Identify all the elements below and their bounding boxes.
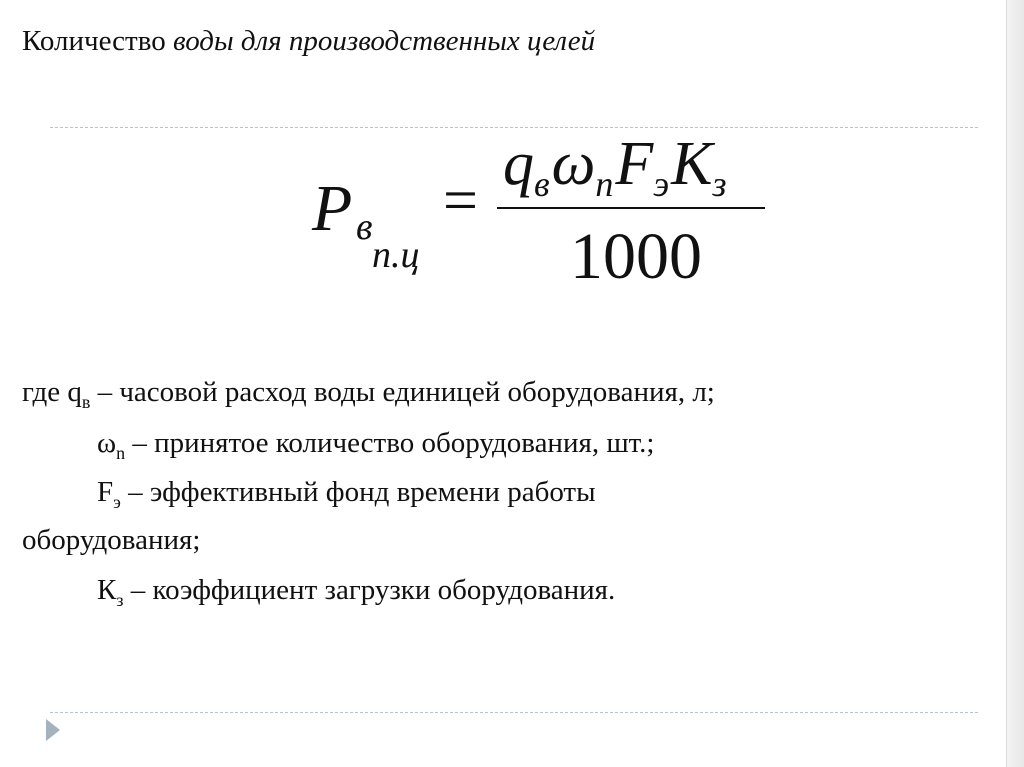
definition-symbol: F bbox=[97, 476, 114, 508]
definition-symbol: К bbox=[97, 574, 117, 606]
slide-edge-shadow bbox=[1006, 0, 1024, 767]
formula-lhs-symbol: P bbox=[312, 172, 353, 245]
slide-title bbox=[22, 23, 595, 59]
formula-denominator: 1000 bbox=[570, 220, 702, 293]
definition-line-continuation bbox=[22, 522, 200, 558]
definition-symbol: q bbox=[67, 376, 82, 408]
formula-lhs-subscript: в bbox=[356, 206, 373, 248]
definition-subscript: з bbox=[116, 590, 124, 610]
numerator-symbol-q: q bbox=[503, 130, 534, 198]
formula-equals-sign: = bbox=[443, 167, 478, 235]
definition-subscript: n bbox=[116, 443, 126, 463]
definition-subscript: э bbox=[113, 492, 121, 512]
definition-prefix: где bbox=[22, 376, 68, 408]
definition-symbol: ω bbox=[97, 427, 117, 459]
numerator-subscript-omega: п bbox=[595, 164, 614, 204]
fraction-bar bbox=[497, 207, 765, 209]
numerator-subscript-q: в bbox=[534, 164, 550, 204]
bottom-divider bbox=[50, 712, 978, 713]
title-italic-text: воды для производственных целей bbox=[165, 25, 596, 57]
top-divider bbox=[50, 127, 978, 128]
numerator-subscript-k: з bbox=[712, 164, 727, 204]
definition-line-omega bbox=[97, 425, 654, 464]
numerator-subscript-f: э bbox=[653, 164, 670, 204]
definition-text: – часовой расход воды единицей оборудования, л; bbox=[90, 376, 715, 408]
formula-lhs-sub-subscript: п.ц bbox=[372, 234, 420, 276]
numerator-symbol-omega: ω bbox=[551, 130, 596, 198]
numerator-symbol-f: F bbox=[615, 130, 654, 198]
definition-text: – коэффициент загрузки оборудования. bbox=[123, 574, 616, 606]
definition-line-f bbox=[97, 474, 596, 513]
definition-line-q bbox=[22, 374, 715, 413]
definition-text: – эффективный фонд времени работы bbox=[120, 476, 596, 508]
definition-text: – принятое количество оборудования, шт.; bbox=[125, 427, 655, 459]
formula-numerator bbox=[503, 130, 729, 204]
title-normal-text: Количество bbox=[22, 25, 166, 57]
play-triangle-icon bbox=[46, 719, 60, 741]
definition-text: оборудования; bbox=[22, 524, 201, 556]
numerator-symbol-k: K bbox=[671, 130, 713, 198]
definition-subscript: в bbox=[81, 392, 91, 412]
definition-line-k bbox=[97, 572, 615, 611]
